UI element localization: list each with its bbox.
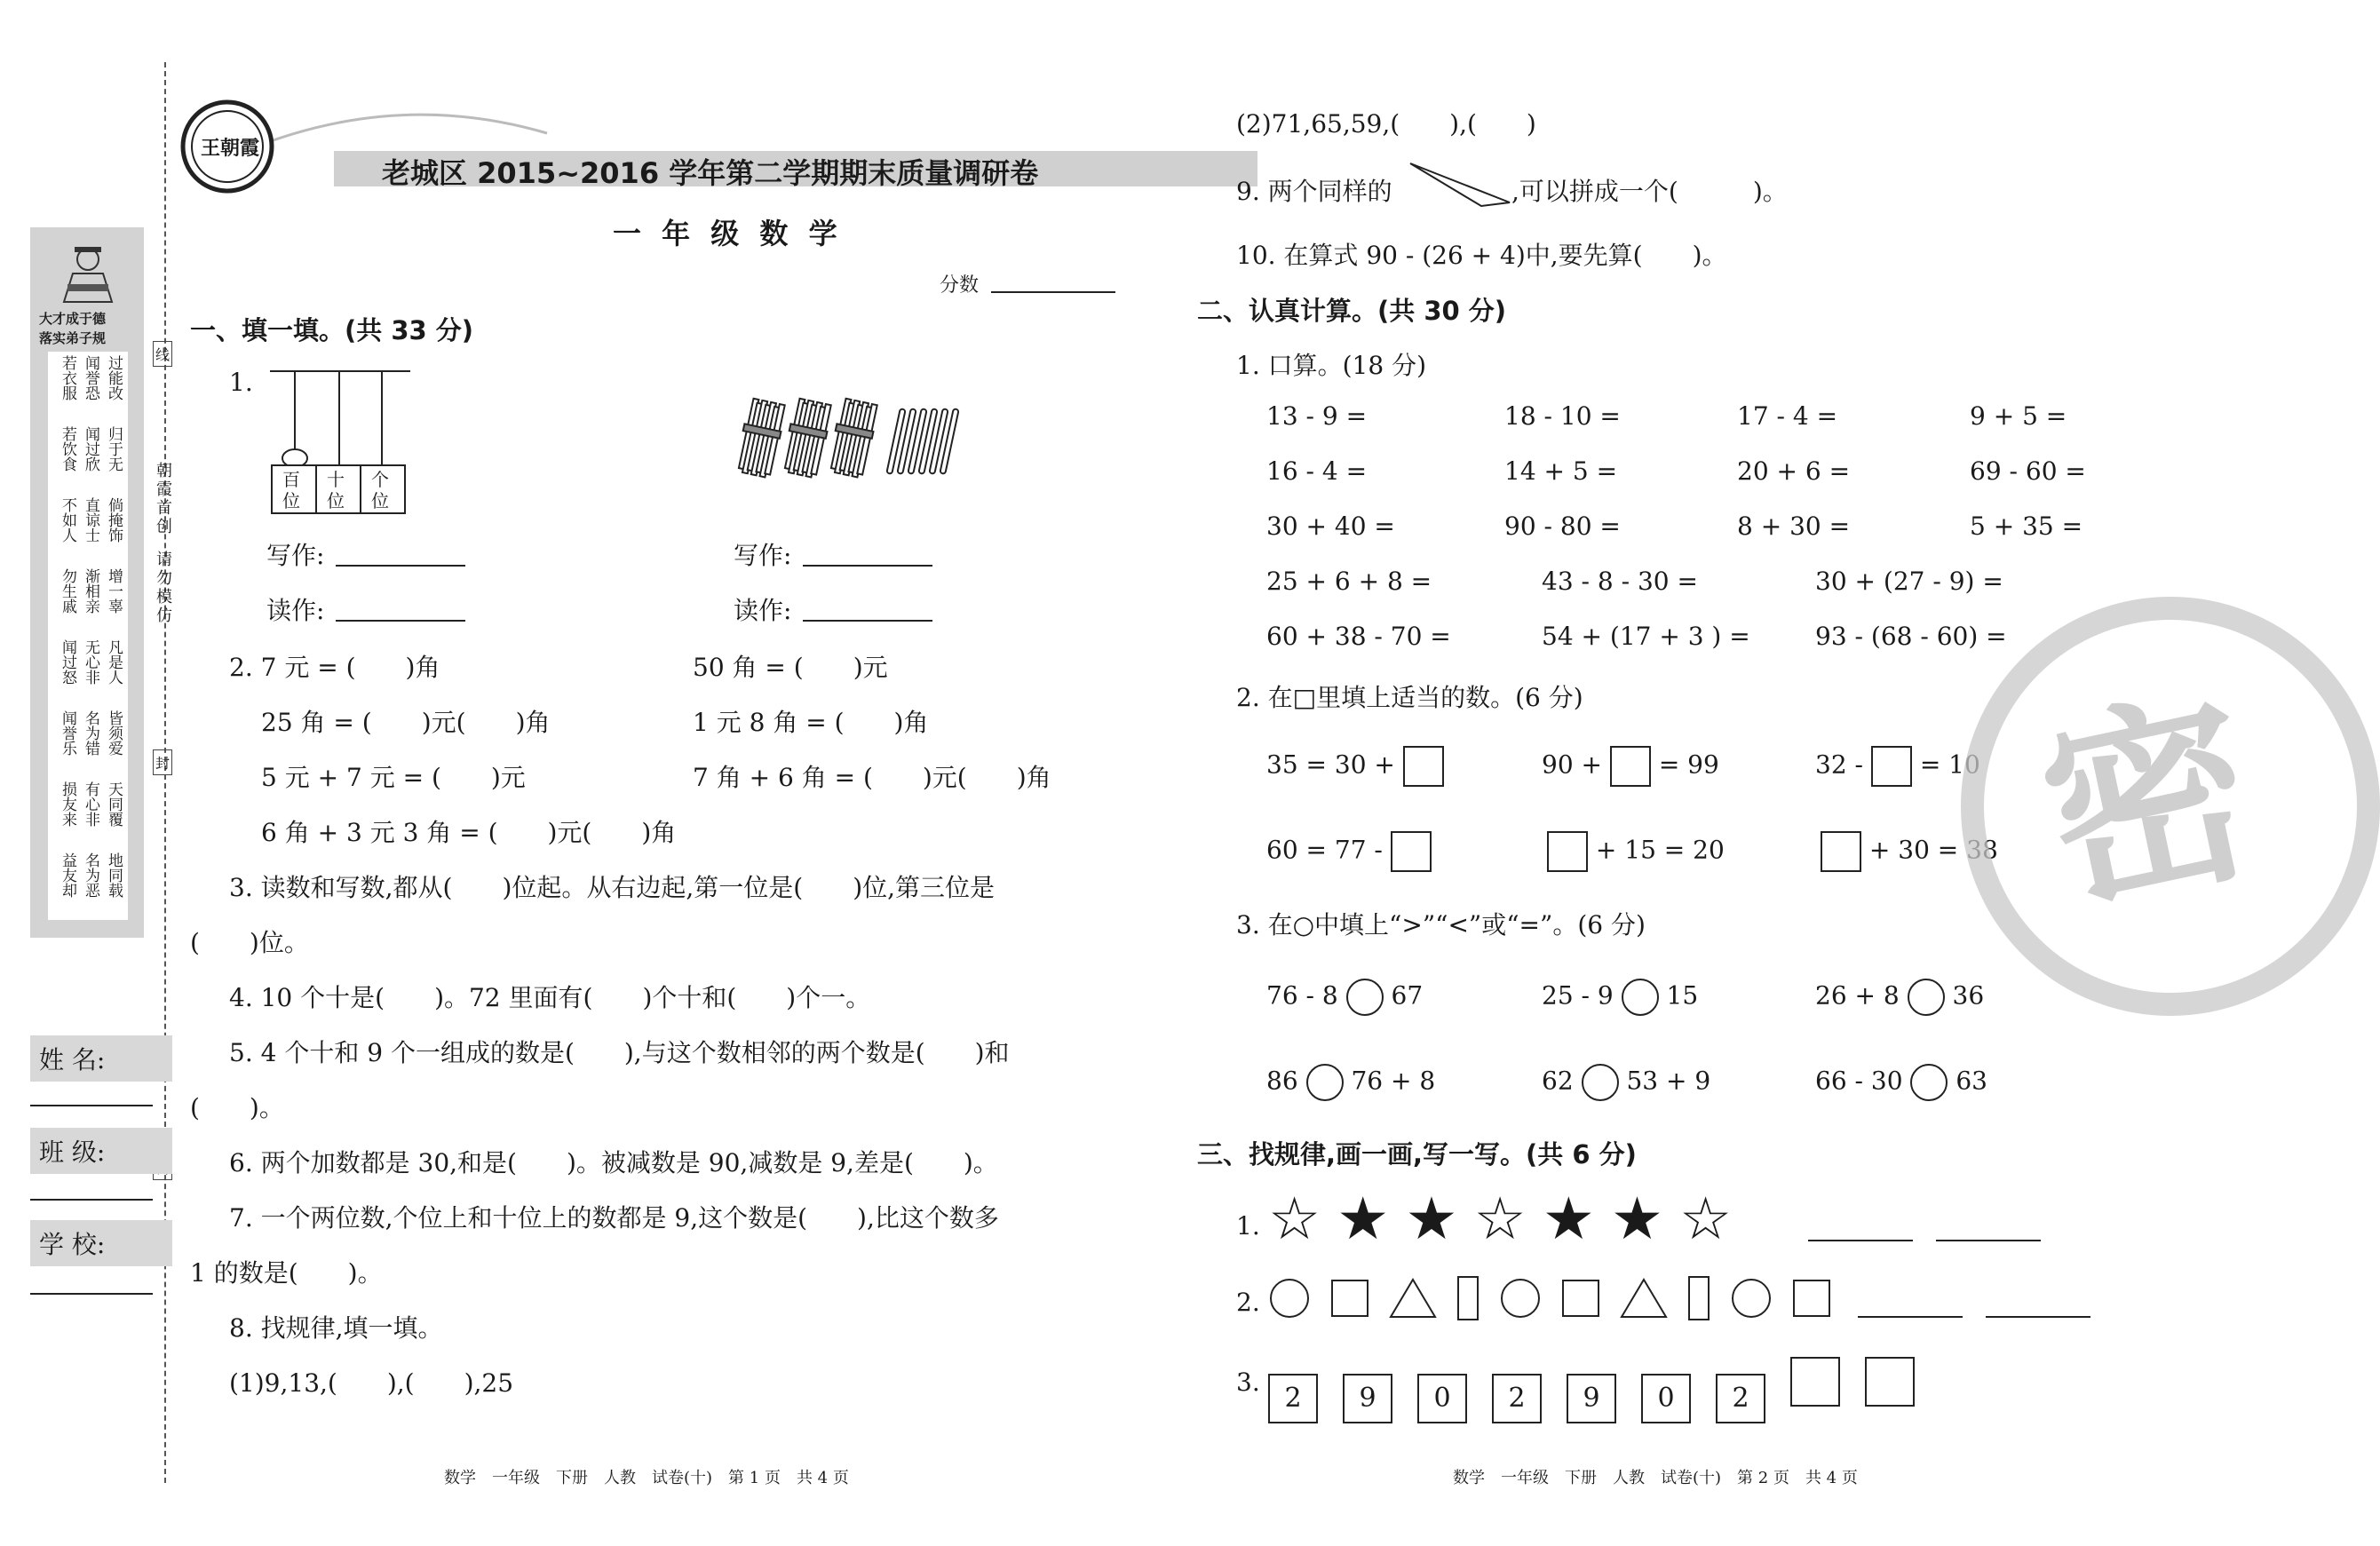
box-eq-3-left: 32 - (1815, 749, 1863, 780)
confidential-stamp-text: 密 (2024, 667, 2273, 942)
score-field[interactable] (991, 266, 1115, 293)
oral-item: 93 - (68 - 60) = (1815, 622, 2007, 651)
compare-2 (1542, 979, 1698, 1016)
class-label: 班 级: (30, 1128, 172, 1174)
margin-note-1: 朝霞首创 (154, 462, 172, 536)
rule-column: 若饮食 (59, 426, 76, 472)
page-footer-2: 数学 一年级 下册 人教 试卷(十) 第 2 页 共 4 页 (1453, 1469, 1858, 1487)
oral-item: 16 - 4 = (1266, 456, 1368, 486)
q3-line-1: 3. 读数和写数,都从( )位起。从右边起,第一位是( )位,第三位是 (229, 873, 996, 902)
q9-text-b: ,可以拼成一个( )。 (1511, 177, 1788, 206)
q1-write-field-b[interactable] (803, 538, 932, 567)
digit-sequence (1268, 1357, 1940, 1423)
rule-column: 皆须爱 (105, 710, 123, 756)
compare-circle[interactable] (1306, 1064, 1344, 1101)
rectangle-shape-icon (1456, 1275, 1480, 1321)
rule-column: 名为恶 (82, 852, 99, 898)
q5-line-2: ( )。 (190, 1093, 284, 1122)
rule-column: 名为错 (82, 710, 99, 756)
sticks-bundles-diagram (728, 391, 959, 488)
pattern-3-number: 3. (1236, 1368, 1260, 1397)
digit-box: 9 (1567, 1374, 1616, 1423)
digit-box: 0 (1641, 1374, 1691, 1423)
compare-left: 86 (1266, 1066, 1298, 1096)
oral-item: 90 - 80 = (1504, 511, 1621, 541)
calc-2-heading: 2. 在□里填上适当的数。(6 分) (1236, 683, 1583, 712)
q1-read-label-b: 读作: (734, 596, 792, 625)
name-field[interactable] (30, 1105, 153, 1106)
box-eq-2 (1542, 746, 1719, 787)
rule-column: 有心非 (82, 781, 99, 827)
box-eq-6-right: + 30 = 38 (1868, 835, 1998, 865)
digit-box: 2 (1268, 1374, 1318, 1423)
star-filled-icon: ★ (1610, 1185, 1664, 1253)
digit-answer-box[interactable] (1865, 1357, 1915, 1407)
q8: 8. 找规律,填一填。 (229, 1313, 443, 1343)
exam-title: 老城区 2015~2016 学年第二学期期末质量调研卷 (382, 156, 1039, 190)
oral-item: 9 + 5 = (1970, 401, 2067, 431)
rule-column: 直谅士 (82, 497, 99, 543)
compare-left: 62 (1542, 1066, 1574, 1096)
star-sequence (1268, 1185, 1748, 1253)
star-outline-icon: ☆ (1268, 1185, 1321, 1253)
answer-box[interactable] (1403, 746, 1444, 787)
rule-column: 闻过怒 (59, 639, 76, 685)
box-eq-4 (1266, 831, 1432, 872)
compare-6 (1815, 1064, 1987, 1101)
compare-right: 63 (1956, 1066, 1987, 1096)
abacus-label-hundreds: 百位 (282, 469, 300, 511)
q9-text-a: 9. 两个同样的 (1236, 177, 1392, 206)
score-label: 分数 (940, 274, 980, 297)
scholar-figure-icon (55, 240, 121, 305)
box-eq-2-right: = 99 (1658, 749, 1719, 780)
rule-column: 增一辜 (105, 568, 123, 614)
rule-column: 益友却 (59, 852, 76, 898)
compare-circle[interactable] (1908, 979, 1945, 1016)
q2-item-7: 6 角 + 3 元 3 角 = ( )元( )角 (261, 818, 677, 847)
square-shape-icon (1330, 1279, 1369, 1318)
pattern-2-number: 2. (1236, 1288, 1260, 1317)
q3-line-2: ( )位。 (190, 928, 309, 957)
compare-circle[interactable] (1346, 979, 1384, 1016)
school-field[interactable] (30, 1293, 153, 1295)
triangle-figure (1407, 156, 1513, 210)
rule-column: 损友来 (59, 781, 76, 827)
pattern-1-number: 1. (1236, 1211, 1260, 1241)
rule-column: 凡是人 (105, 639, 123, 685)
q1-write-label-b: 写作: (734, 541, 792, 570)
abacus-label-ones: 个位 (371, 469, 389, 511)
q2-item-1: 2. 7 元 = ( )角 (229, 653, 440, 682)
q7-line-2: 1 的数是( )。 (190, 1258, 383, 1288)
rule-column: 不如人 (59, 497, 76, 543)
q2-item-3: 25 角 = ( )元( )角 (261, 708, 551, 737)
compare-right: 67 (1391, 980, 1424, 1011)
box-eq-4-left: 60 = 77 - (1266, 835, 1383, 865)
compare-left: 66 - 30 (1815, 1066, 1903, 1096)
oral-item: 5 + 35 = (1970, 511, 2083, 541)
square-shape-icon (1561, 1279, 1600, 1318)
oral-item: 17 - 4 = (1737, 401, 1838, 431)
seal-mark-line: 线 (153, 341, 172, 367)
digit-box: 2 (1492, 1374, 1542, 1423)
rule-column: 无心非 (82, 639, 99, 685)
oral-item: 69 - 60 = (1970, 456, 2086, 486)
q2-item-5: 5 元 + 7 元 = ( )元 (261, 763, 526, 792)
school-label: 学 校: (30, 1220, 172, 1266)
exam-subtitle: 一 年 级 数 学 (613, 217, 843, 250)
calc-1-heading: 1. 口算。(18 分) (1236, 351, 1426, 380)
rule-column: 闻誉乐 (59, 710, 76, 756)
star-filled-icon: ★ (1542, 1185, 1595, 1253)
motto-1: 大才成于德 (39, 311, 107, 327)
compare-right: 15 (1666, 980, 1699, 1011)
circle-shape-icon (1730, 1277, 1773, 1320)
oral-item: 54 + (17 + 3 ) = (1542, 622, 1750, 651)
answer-box[interactable] (1871, 746, 1912, 787)
box-eq-3 (1815, 746, 1980, 787)
star-outline-icon: ☆ (1473, 1185, 1527, 1253)
q6: 6. 两个加数都是 30,和是( )。被减数是 90,减数是 9,差是( )。 (229, 1148, 998, 1177)
compare-left: 26 + 8 (1815, 980, 1900, 1011)
q5-line-1: 5. 4 个十和 9 个一组成的数是( ),与这个数相邻的两个数是( )和 (229, 1038, 1010, 1067)
oral-item: 25 + 6 + 8 = (1266, 567, 1432, 596)
rule-column: 倘掩饰 (105, 497, 123, 543)
box-eq-1 (1266, 746, 1444, 787)
oral-item: 30 + (27 - 9) = (1815, 567, 2003, 596)
q1-number: 1. (229, 368, 253, 397)
compare-1 (1266, 979, 1423, 1016)
rules-text (48, 352, 128, 920)
circle-shape-icon (1268, 1277, 1311, 1320)
compare-right: 76 + 8 (1351, 1066, 1436, 1096)
rule-column: 闻誉恐 (82, 355, 99, 400)
digit-answer-box[interactable] (1790, 1357, 1840, 1407)
oral-item: 18 - 10 = (1504, 401, 1621, 431)
q7-line-1: 7. 一个两位数,个位上和十位上的数都是 9,这个数是( ),比这个数多 (229, 1203, 999, 1233)
q8-part-1: (1)9,13,( ),( ),25 (229, 1368, 514, 1398)
section-3-heading: 三、找规律,画一画,写一写。(共 6 分) (1197, 1139, 1637, 1169)
box-eq-5-right: + 15 = 20 (1595, 835, 1725, 865)
compare-left: 76 - 8 (1266, 980, 1338, 1011)
section-2-heading: 二、认真计算。(共 30 分) (1197, 296, 1507, 326)
rule-column: 归于无 (105, 426, 123, 472)
class-field[interactable] (30, 1199, 153, 1201)
box-eq-1-left: 35 = 30 + (1266, 749, 1395, 780)
answer-box[interactable] (1547, 831, 1588, 872)
rule-column: 勿生戚 (59, 568, 76, 614)
margin-note-2: 请勿模仿 (154, 551, 172, 625)
brand-logo: 王朝霞 (201, 137, 260, 160)
triangle-shape-icon (1620, 1277, 1668, 1320)
shape-sequence (1268, 1275, 1851, 1321)
q10: 10. 在算式 90 - (26 + 4)中,要先算( )。 (1236, 241, 1727, 270)
compare-circle[interactable] (1910, 1064, 1948, 1101)
abacus-label-tens: 十位 (327, 469, 345, 511)
star-filled-icon: ★ (1405, 1185, 1458, 1253)
rule-column: 闻过欣 (82, 426, 99, 472)
digit-box: 9 (1343, 1374, 1392, 1423)
page-footer-1: 数学 一年级 下册 人教 试卷(十) 第 1 页 共 4 页 (444, 1469, 849, 1487)
box-eq-3-right: = 10 (1919, 749, 1980, 780)
rectangle-shape-icon (1687, 1275, 1710, 1321)
compare-4 (1266, 1064, 1435, 1101)
square-shape-icon (1792, 1279, 1831, 1318)
box-eq-5 (1547, 831, 1725, 872)
q1-read-field-a[interactable] (336, 593, 465, 622)
star-filled-icon: ★ (1337, 1185, 1390, 1253)
rule-column: 渐相亲 (82, 568, 99, 614)
rule-column: 若衣服 (59, 355, 76, 400)
oral-item: 60 + 38 - 70 = (1266, 622, 1451, 651)
q8-part-2: (2)71,65,59,( ),( ) (1236, 109, 1536, 139)
pattern-1-answer-2[interactable] (1936, 1211, 2041, 1241)
rule-column: 地同载 (105, 852, 123, 898)
answer-box[interactable] (1821, 831, 1861, 872)
digit-box: 2 (1716, 1374, 1765, 1423)
compare-circle[interactable] (1622, 979, 1659, 1016)
q4: 4. 10 个十是( )。72 里面有( )个十和( )个一。 (229, 983, 871, 1012)
star-outline-icon: ☆ (1679, 1185, 1733, 1253)
answer-box[interactable] (1391, 831, 1432, 872)
q2-item-2: 50 角 = ( )元 (693, 653, 888, 682)
circle-shape-icon (1499, 1277, 1542, 1320)
q2-item-4: 1 元 8 角 = ( )角 (693, 708, 929, 737)
q2-item-6: 7 角 + 6 角 = ( )元( )角 (693, 763, 1051, 792)
q1-read-field-b[interactable] (803, 593, 932, 622)
name-label: 姓 名: (30, 1035, 172, 1082)
triangle-shape-icon (1389, 1277, 1437, 1320)
sidebar-panel (30, 227, 144, 938)
pattern-1-answer-1[interactable] (1808, 1211, 1913, 1241)
oral-item: 20 + 6 = (1737, 456, 1851, 486)
answer-box[interactable] (1610, 746, 1651, 787)
oral-item: 30 + 40 = (1266, 511, 1395, 541)
compare-left: 25 - 9 (1542, 980, 1614, 1011)
oral-item: 43 - 8 - 30 = (1542, 567, 1698, 596)
compare-right: 36 (1952, 980, 1985, 1011)
q1-write-field-a[interactable] (336, 538, 465, 567)
q1-read-label-a: 读作: (266, 596, 325, 625)
calc-3-heading: 3. 在○中填上“>”“<”或“=”。(6 分) (1236, 910, 1646, 939)
compare-right: 53 + 9 (1626, 1066, 1711, 1096)
compare-3 (1815, 979, 1984, 1016)
rule-column: 过能改 (105, 355, 123, 400)
oral-item: 8 + 30 = (1737, 511, 1851, 541)
pattern-2-answer-1[interactable] (1858, 1288, 1963, 1318)
compare-5 (1542, 1064, 1710, 1101)
motto-2: 落实弟子规 (39, 330, 107, 346)
compare-circle[interactable] (1582, 1064, 1619, 1101)
oral-item: 14 + 5 = (1504, 456, 1618, 486)
pattern-2-answer-2[interactable] (1986, 1288, 2090, 1318)
rule-column: 天同覆 (105, 781, 123, 827)
q1-write-label-a: 写作: (266, 541, 325, 570)
box-eq-2-left: 90 + (1542, 749, 1602, 780)
oral-item: 13 - 9 = (1266, 401, 1368, 431)
seal-mark-seal: 封 (153, 749, 172, 775)
digit-box: 0 (1417, 1374, 1467, 1423)
section-1-heading: 一、填一填。(共 33 分) (190, 315, 474, 345)
